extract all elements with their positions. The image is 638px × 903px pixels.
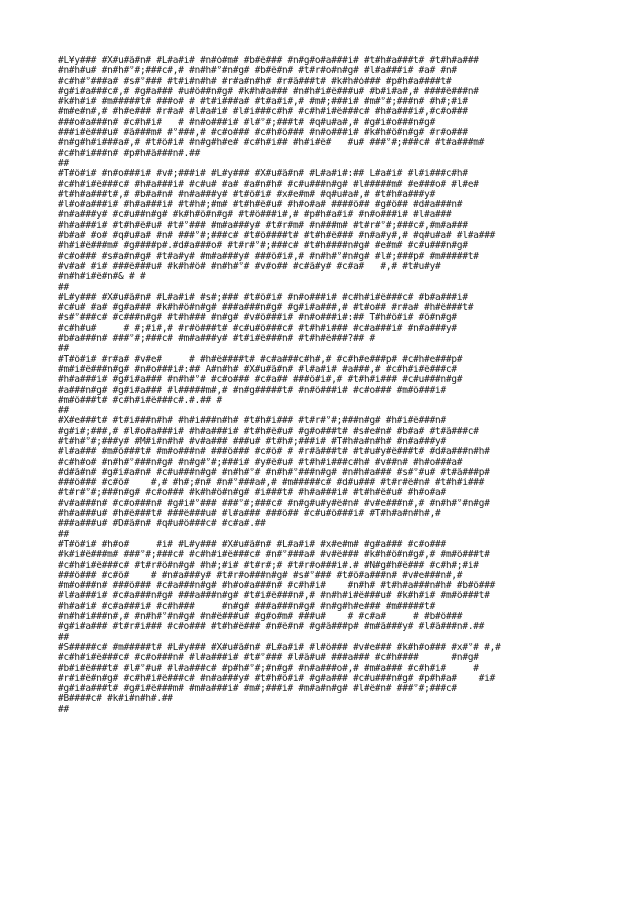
text-line: #t#r#°#;###n#g# #c#o### #k#h#ô#n#g# #i###t# #h#a###i# #t#h#ê#u# #h#o#a#	[58, 488, 446, 499]
text-line: ##	[58, 406, 69, 417]
text-line: #c#u# #a# #g#a### #k#h#ô#n#g# ###a###n#g# #g#i#a###,# #t#o## #r#a# #h#ê###t#	[58, 303, 474, 314]
text-line: #S#####c# #m#####t# #L#y### #X#u#ã#n# #L#a#i# #l#ô### #v#e### #k#h#o### #x#°# #,#	[58, 642, 501, 653]
text-line: #r#i#ê#n#g# #c#h#i#ê###c# #n#a###y# #t#h#ô#i# #g#a### #c#u###n#g# #p#h#a# #i#	[58, 673, 496, 684]
text-line: #n#h#i#ê#n#& # #	[58, 272, 146, 283]
text-line: #B####c# #k#i#n#h#.##	[58, 694, 173, 705]
text-line: #m#i#ê###n#g# #n#o###i#:## A#n#h# #X#u#ã#n# #l#a#i# #a###,# #c#h#i#ê###c#	[58, 364, 457, 375]
text-line: #g#i#;###,# #l#o#a###i# #h#a###i# #t#h#ê#u# #g#o###t# #s#e#n# #b#a# #t#ã###c#	[58, 426, 479, 437]
text-line: #n#h#i###n#,# #n#h#°#n#g# #n#ê###u# #g#o#m# ###u# # #c#a# # #b#ô###	[58, 612, 463, 623]
text-line: ##	[58, 158, 69, 169]
text-line: #b#a# #o# #q#u#a# #n# ###°#;###c# #t#ô####t# #t#h#ê### #n#a#y#,# #q#u#a# #l#a###	[58, 231, 496, 242]
text-line: #c#o### #s#a#n#g# #t#a#y# #m#a###y# ###ô#i#,# #n#h#°#n#g# #l#;###p# #m#####t#	[58, 251, 479, 262]
text-line: #h#a###i# #t#h#ê#u# #t#°### #m#a###y# #t#r#m# #n###m# #t#r#°#;###c#,#m#a###	[58, 220, 468, 231]
text-line: ###o#a###n# #c#h#i# # #n#o###i# #l#°#;###t# #q#u#a#,# #g#i#o###n#g#	[58, 117, 436, 128]
text-paragraph	[58, 283, 586, 345]
text-line: #b#a###n# ###°#;###c# #m#a###y# #t#i#ê###n# #t#h#ê###?## #	[58, 334, 375, 345]
text-line: #h#a###i# #g#i#a### #n#h#°# #c#o### #c#a## ###ô#i#,# #t#h#i### #c#u###n#g#	[58, 375, 463, 386]
text-line: #s#°###c# #c###n#g# #t#h### #n#g# #v#ô###i# #n#o###i#:## T#h#ô#i# #ô#n#g#	[58, 313, 457, 324]
text-paragraph	[58, 530, 586, 633]
text-line: #c#h#°###a# #s#°### #t#i#n#h# #r#a#n#h# #r#ã###t# #k#h#ó### #p#h#a####t#	[58, 76, 452, 87]
text-line: #h#a#i# #c#a###i# #c#h### #n#g# ###a###n#g# #n#g#h#e### #m#####t#	[58, 601, 436, 612]
text-paragraph	[58, 344, 586, 406]
text-line: #g#i#a### #t#r#i### #c#o### #t#h#ê### #n#ê#n# #g#ã###p# #m#ã###y# #l#ã###n#.##	[58, 622, 485, 633]
text-line: #L#y### #X#u#ã#n# #L#a#i# #s#;### #t#ô#i# #n#o###i# #c#h#i#ê###c# #b#a###i#	[58, 292, 468, 303]
text-line: #c#h#i#ê###c# #t#r#ô#n#g# #h#;#i# #t#r#;# #t#r#o###i#.# #N#g#h#ê### #c#h#;#i#	[58, 560, 479, 571]
text-line: ##	[58, 632, 69, 643]
text-line: ###a###u# #D#ã#n# #q#u#ô###c# #c#a#.##	[58, 519, 266, 530]
text-line: #b#i#ê###t# #l#°#u# #l#a###c# #p#h#°#;#n#g# #n#a###o#,# #m#a### #c#h#i# #	[58, 663, 479, 674]
text-line: #c#h#o# #n#h#°###n#g# #n#g#°#;###i# #y#ê#u# #t#h#i###c#h# #v##n# #h#o###a#	[58, 457, 463, 468]
text-paragraph	[58, 705, 586, 715]
text-line: #l#a###i# #c#a###n#g# ###a###n#g# #t#i#ê###n#,# #n#h#i#ê###u# #k#h#i# #m#ô###t#	[58, 591, 490, 602]
text-line: #a###n#g# #g#i#a### #l#####m#,# #n#g#####t# #n#ô###i# #c#o### #m#ô###i#	[58, 385, 446, 396]
text-line: #X#e###t# #t#i###n#h# #h#i###n#h# #t#h#i### #t#r#°#;###n#g# #h#i#ê###n#	[58, 416, 446, 427]
text-line: #m#e#n#,# #h#e### #r#a# #l#a#i# #l#i###c#h# #c#h#i#ê###c# #h#a###i#,#c#o###	[58, 107, 468, 118]
text-line: #T#ô#i# #n#o###i# #v#;###i# #L#y### #X#u#ã#n# #L#a#i#:## L#a#i# #l#i###c#h#	[58, 169, 468, 180]
text-line: #n#g#h#i###a#,# #t#ô#i# #n#g#h#e# #c#h#i## #h#i#ê# #u# ###°#;###c# #t#a###m#	[58, 138, 485, 149]
text-line: #c#h#i###n# #p#h#ã###n#.##	[58, 148, 201, 159]
text-paragraph	[58, 406, 586, 530]
text-line: #m#ô###t# #c#h#i#ê###c#.#.## #	[58, 395, 222, 406]
text-line: #T#ô#i# #r#a# #v#e# # #h#ê####t# #c#a###c#h#,# #c#h#e###p# #c#h#e###p#	[58, 354, 463, 365]
text-line: #v#a# #i# ###ê###u# #k#h#ô# #n#h#°# #v#o## #c#ã#y# #c#a# #,# #t#u#y#	[58, 261, 441, 272]
text-line: #T#ô#i# #h#o# #i# #L#y### #X#u#ã#n# #L#a#i# #x#e#m# #g#a### #c#o###	[58, 539, 446, 550]
text-line: #h#a###u# #h#ê###t# ###ê###u# #l#a### ###ô## #c#u#ô###i# #T#h#a#n#h#,#	[58, 509, 441, 520]
text-line: #v#a###n# #c#o###n# #g#i#°### ###°#;###c# #n#g#u#y#ê#n# #v#e###n#,# #n#h#°#n#g#	[58, 498, 490, 509]
text-line: #d#ã#n# #g#i#a#n# #c#u###n#g# #n#h#°# #n#h#°###n#g# #n#h#a### #s#°#u# #t#ã###p#	[58, 467, 490, 478]
text-line: #c#h#i#ê###c# #h#a###i# #c#u# #a# #a#n#h# #c#u###n#g# #l#####m# #e###o# #l#e#	[58, 179, 479, 190]
text-line: ##	[58, 282, 69, 293]
text-line: #l#o#a###i# #h#a###i# #t#h#;#m# #t#h#ê#u# #h#o#a# ####ô## #g#ô## #d#a###n#	[58, 200, 463, 211]
text-line: #g#i#a###c#,# #g#a### #u#ô##n#g# #k#h#a### #n#h#i#ê###u# #b#i#a#,# ####ê###n#	[58, 86, 479, 97]
text-line: #L¥y### #X#u#ã#n# #L#a#i# #n#ó#m# #b#ê### #n#g#o#a###i# #t#h#a###t# #t#h#a###	[58, 56, 479, 66]
text-line: ##	[58, 529, 69, 540]
text-line: ###ô### #c#ô# # #n#a###y# #t#r#o###n#g# #s#°### #t#ô#a###n# #v#e###n#,#	[58, 570, 463, 581]
text-line: ##	[58, 344, 69, 355]
text-paragraph	[58, 633, 586, 705]
text-line: #c#h#u# # #;#i#,# #r#ô###t# #c#u#ô###c# #t#h#i### #c#a###i# #n#a###y#	[58, 323, 457, 334]
text-paragraph	[58, 159, 586, 283]
text-line: #l#a### #m#ô###t# #m#o###n# ###ô### #c#ô# # #r#ã###t# #t#u#y#ê###t# #d#a###n#h#	[58, 447, 490, 458]
text-line: #k#i#ê###m# ###°#;###c# #c#h#i#ê###c# #n#°###a# #v#ê### #k#h#ô#n#g#,# #m#ô###t#	[58, 550, 490, 561]
text-line: ##	[58, 704, 69, 715]
document-page	[58, 56, 586, 715]
text-line: #t#h#a###t#,# #b#a#n# #n#a###y# #t#ô#i# #x#e#m# #q#u#a#,# #t#h#a###y#	[58, 189, 436, 200]
text-line: #h#i#ê###m# #g####p#.#d#a###o# #t#r#°#;###c# #t#h####n#g# #e#m# #c#u###n#g#	[58, 241, 468, 252]
text-line: #m#o###n# ###ô### #c#a###n#g# #h#o#a###n# #c#h#i# #n#h# #t#h#a###n#h# #b#ô###	[58, 581, 496, 592]
text-paragraph	[58, 56, 586, 159]
text-line: #k#h#i# #m#####t# ###o# # #t#i###a# #t#a#i#,# #m#;###i# #m#°#;###n# #h#;#i#	[58, 97, 468, 108]
text-line: #n#h#u# #n#h#°#;###c#,# #n#h#°#n#g# #b#ê#n# #t#r#o#n#g# #l#a###i# #a# #n#	[58, 66, 457, 77]
text-line: #c#h#i#ê###c# #c#o###n# #l#a###i# #t#°### #l#ã#u# ###a### #c#h#### #n#g#	[58, 653, 479, 664]
text-line: #g#i#a###t# #g#i#ê###m# #m#a###i# #m#;###i# #m#a#n#g# #l#ê#n# ###°#;###c#	[58, 684, 457, 695]
text-line: #n#a###y# #c#u##n#g# #k#h#ô#n#g# #t#ô###i#,# #p#h#a#i# #n#o###i# #l#a###	[58, 210, 452, 221]
text-line: ###ô### #c#ô# #,# #h#;#n# #n#°###a#,# #m#####c# #d#u### #t#r#ê#n# #t#h#i###	[58, 478, 485, 489]
text-line: ###i#ê###u# #ã###m# #°###,# #c#o### #c#h#ô### #n#o###i# #k#h#ô#n#g# #r#o###	[58, 128, 468, 139]
text-line: #t#h#°#;###y# #M#i#n#h# #v#a### ###u# #t#h#;###i# #T#h#a#n#h# #n#a###y#	[58, 436, 446, 447]
